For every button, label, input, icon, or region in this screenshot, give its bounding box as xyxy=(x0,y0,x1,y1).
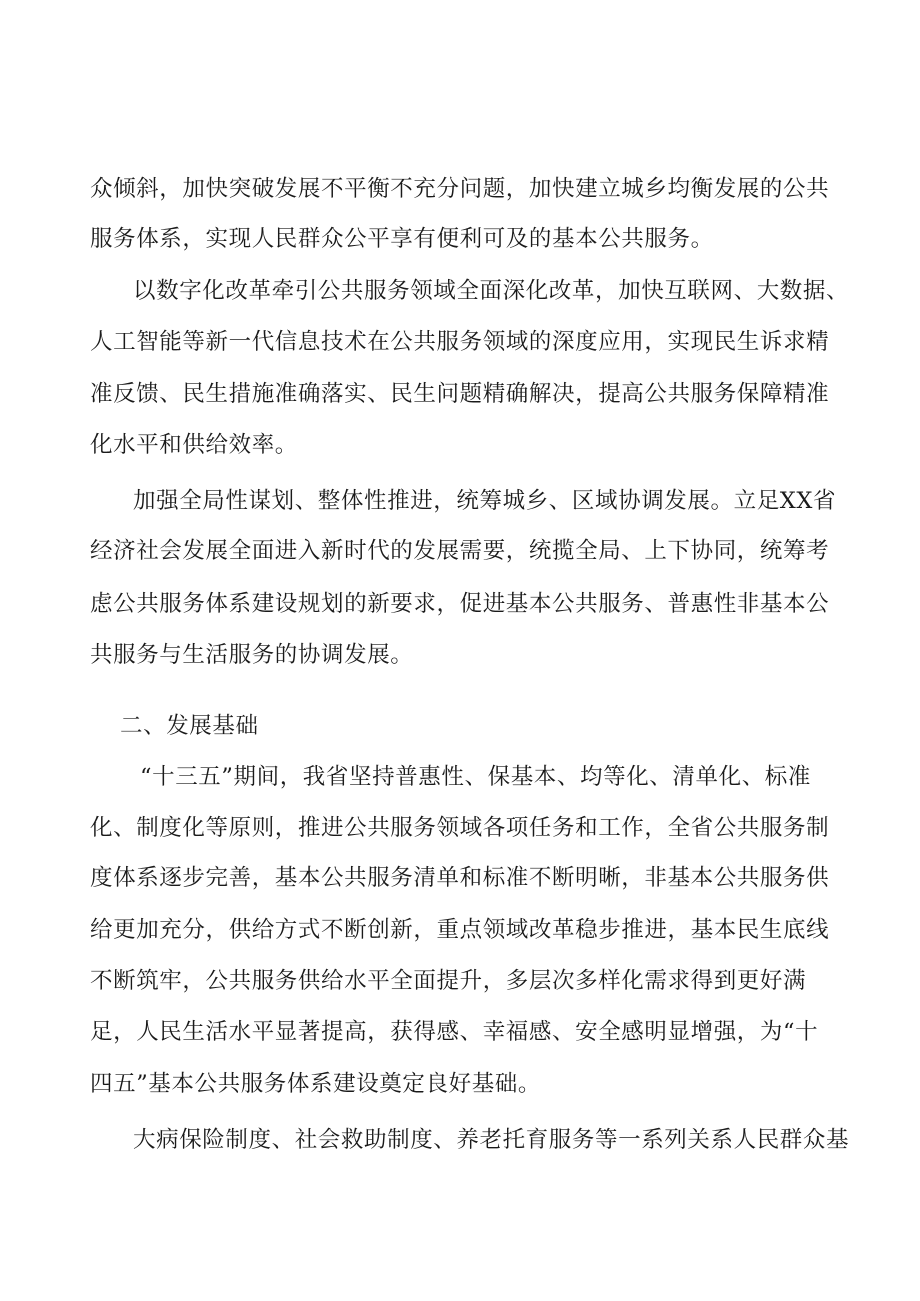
paragraph-line: 化、制度化等原则，推进公共服务领域各项任务和工作，全省公共服务制 xyxy=(90,815,830,841)
paragraph-line: 足，人民生活水平显著提高，获得感、幸福感、安全感明显增强，为“十 xyxy=(90,1019,819,1045)
paragraph-line: 化水平和供给效率。 xyxy=(90,432,298,458)
paragraph-line: 虑公共服务体系建设规划的新要求，促进基本公共服务、普惠性非基本公 xyxy=(90,591,830,617)
paragraph-line: 大病保险制度、社会救助制度、养老托育服务等一系列关系人民群众基 xyxy=(133,1127,850,1153)
section-heading: 二、发展基础 xyxy=(120,713,259,739)
paragraph-line: “十三五”期间，我省坚持普惠性、保基本、均等化、清单化、标准 xyxy=(140,764,812,790)
paragraph-line: 共服务与生活服务的协调发展。 xyxy=(90,642,414,668)
paragraph-line: 四五”基本公共服务体系建设奠定良好基础。 xyxy=(90,1071,542,1097)
paragraph-line: 众倾斜，加快突破发展不平衡不充分问题，加快建立城乡均衡发展的公共 xyxy=(90,176,830,202)
paragraph-line: 人工智能等新一代信息技术在公共服务领域的深度应用，实现民生诉求精 xyxy=(90,329,830,355)
paragraph-line: 经济社会发展全面进入新时代的发展需要，统揽全局、上下协同，统筹考 xyxy=(90,538,830,564)
paragraph-line: 加强全局性谋划、整体性推进，统筹城乡、区域协调发展。立足XX省 xyxy=(133,488,837,514)
paragraph-line: 给更加充分，供给方式不断创新，重点领域改革稳步推进，基本民生底线 xyxy=(90,917,830,943)
paragraph-line: 准反馈、民生措施准确落实、民生问题精确解决，提高公共服务保障精准 xyxy=(90,381,830,407)
paragraph-line: 服务体系，实现人民群众公平享有便利可及的基本公共服务。 xyxy=(90,226,714,252)
paragraph-line: 度体系逐步完善，基本公共服务清单和标准不断明晰，非基本公共服务供 xyxy=(90,865,830,891)
paragraph-line: 以数字化改革牵引公共服务领域全面深化改革，加快互联网、大数据、 xyxy=(133,278,850,304)
paragraph-line: 不断筑牢，公共服务供给水平全面提升，多层次多样化需求得到更好满 xyxy=(90,968,807,994)
